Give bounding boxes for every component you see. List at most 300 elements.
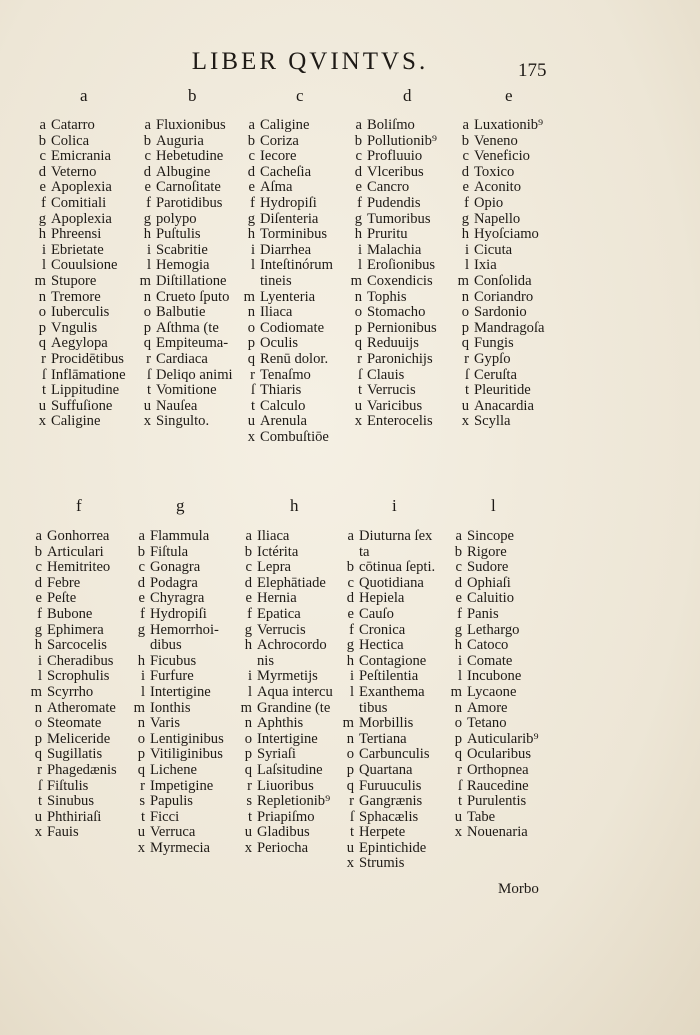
entry-letter: n [143,288,151,305]
entry-letter: o [244,730,252,747]
index-entry [238,591,333,607]
entry-word: Reduuijs [367,335,419,352]
index-entry [348,180,437,196]
entry-word: Oculis [260,335,299,352]
index-column [340,529,435,872]
index-entry [28,669,117,685]
index-entry [348,212,437,228]
entry-letter: t [250,397,255,414]
entry-letter: g [143,210,151,227]
entry-word: Stupore [51,272,97,289]
entry-word: Pleuritide [474,382,531,399]
index-entry [348,352,437,368]
index-entry [241,290,333,306]
entry-word: Auguria [156,132,204,149]
entry-word: Caligine [51,413,101,430]
entry-word: Ficci [150,808,180,825]
entry-letter: s [139,793,145,810]
index-column [32,118,126,430]
index-entry [455,165,545,181]
entry-letter: d [354,163,362,180]
entry-word: Ophiaſi [467,574,511,591]
entry-letter: u [346,839,354,856]
entry-letter: d [143,163,151,180]
index-entry [241,258,333,274]
entry-word: Laſsitudine [257,761,323,778]
entry-word: Scyrrho [47,683,94,700]
index-entry [28,825,117,841]
entry-word: Papulis [150,793,193,810]
entry-letter: i [140,668,145,685]
entry-word: Periocha [257,839,309,856]
index-entry [131,576,224,592]
entry-word: Aſma [260,179,293,196]
entry-letter: g [34,621,42,638]
index-entry [455,227,545,243]
entry-word: Podagra [150,574,198,591]
entry-letter: l [464,257,469,274]
entry-letter: q [38,335,46,352]
entry-letter: c [35,559,42,576]
index-entry [241,305,333,321]
index-entry [348,258,437,274]
entry-letter: f [464,194,469,211]
index-entry [340,638,435,654]
index-entry [131,607,224,623]
entry-word: Pudendis [367,194,421,211]
entry-letter: o [461,304,469,321]
index-entry [340,794,435,810]
entry-letter: x [137,839,145,856]
entry-word: Couulsione [51,257,118,274]
entry-word: Auticularib⁹ [467,730,539,747]
entry-word: Hydropiſi [260,194,317,211]
entry-letter: n [454,699,462,716]
entry-letter: h [454,637,462,654]
index-entry [28,794,117,810]
entry-letter: q [244,761,252,778]
index-entry [131,669,224,685]
entry-letter: e [462,179,469,196]
entry-word: Luxationib⁹ [474,117,544,133]
entry-letter: q [346,777,354,794]
entry-word: Catoco [467,637,509,654]
entry-word: Tophis [367,288,407,305]
entry-letter: e [138,590,145,607]
index-entry [455,414,545,430]
entry-letter: r [37,761,42,778]
index-entry [340,701,435,717]
index-entry [448,607,539,623]
entry-word: Herpete [359,824,406,841]
entry-letter: r [146,350,151,367]
entry-letter: ſ [357,366,362,383]
entry-letter: d [137,574,145,591]
index-entry [131,529,224,545]
entry-word: Purulentis [467,793,527,810]
entry-letter: ſ [464,366,469,383]
entry-letter: b [346,559,354,576]
entry-word: Ceruſta [474,366,517,383]
entry-word: Gladibus [257,824,310,841]
entry-letter: i [146,241,151,258]
entry-letter: h [38,226,46,243]
entry-letter: q [454,746,462,763]
index-column [448,529,539,841]
entry-word: Diſtillatione [156,272,227,289]
index-entry [28,701,117,717]
entry-word: Phreensi [51,226,102,243]
entry-word: Cheradibus [47,652,114,669]
index-entry [131,825,224,841]
index-entry [241,383,333,399]
entry-word: Repletionib⁹ [257,793,331,810]
index-entry [131,685,224,701]
entry-letter: u [137,824,145,841]
entry-word: Syriaſi [257,746,296,763]
entry-word: Albugine [156,163,211,180]
index-entry [28,560,117,576]
entry-letter: q [143,335,151,352]
index-entry [340,763,435,779]
entry-word: Sudore [467,559,509,576]
entry-letter: p [38,319,46,336]
entry-letter: b [143,132,151,149]
index-entry [28,747,117,763]
entry-letter: x [454,824,462,841]
index-entry [340,716,435,732]
index-entry [28,810,117,826]
entry-letter: b [247,132,255,149]
index-entry [241,149,333,165]
entry-letter: h [354,226,362,243]
column-letter: d [403,86,412,105]
index-entry [455,212,545,228]
index-entry [28,529,117,545]
index-entry [340,576,435,592]
index-entry [131,560,224,576]
entry-word: Gangrænis [359,793,423,810]
index-entry [238,794,333,810]
entry-letter: c [355,148,362,165]
entry-letter: q [34,746,42,763]
entry-word: Meliceride [47,730,111,747]
entry-word: Morbillis [359,715,414,732]
entry-word: Scrophulis [47,668,110,685]
column-letter: g [176,496,185,515]
entry-word: Sugillatis [47,746,103,763]
entry-word: Ephimera [47,621,104,638]
index-entry [455,118,545,134]
entry-word: Torminibus [260,226,328,243]
entry-word: Comitiali [51,194,107,211]
index-entry [137,414,233,430]
index-entry [137,305,233,321]
entry-word: Hemitriteo [47,559,111,576]
entry-word: Priapiſmo [257,808,315,825]
entry-letter: t [247,808,252,825]
column-letter: b [188,86,197,105]
index-entry [137,352,233,368]
entry-letter: n [137,715,145,732]
entry-letter: o [454,715,462,732]
entry-letter: b [244,543,252,560]
entry-word: Nauſea [156,397,198,414]
entry-letter: p [143,319,151,336]
index-entry [241,196,333,212]
index-entry [137,180,233,196]
column-letter: a [80,86,88,105]
entry-word: Cicuta [474,241,513,258]
index-entry [28,607,117,623]
entry-letter [340,545,359,561]
entry-letter: f [146,194,151,211]
entry-word: Amore [467,699,508,716]
entry-word: Aphthis [257,715,304,732]
entry-letter: m [457,272,469,289]
index-column [241,118,333,445]
entry-letter: p [137,746,145,763]
entry-letter: m [133,699,145,716]
entry-letter: d [247,163,255,180]
entry-word: Fungis [474,335,514,352]
entry-word: Scylla [474,413,511,430]
entry-word: Gonagra [150,559,201,576]
index-entry [348,414,437,430]
entry-letter: u [34,808,42,825]
index-entry [238,810,333,826]
entry-word: Intertigine [257,730,318,747]
entry-word: Diſenteria [260,210,319,227]
entry-word: Lycaone [467,683,517,700]
entry-letter: l [140,683,145,700]
index-entry [238,701,333,717]
index-entry [238,623,333,639]
entry-word: Rigore [467,543,507,560]
entry-letter: u [143,397,151,414]
index-entry [241,212,333,228]
entry-letter: g [137,621,145,638]
entry-letter: f [37,605,42,622]
entry-word: Coriandro [474,288,534,305]
index-entry [448,701,539,717]
entry-letter: r [250,366,255,383]
index-entry [348,196,437,212]
entry-letter: c [248,148,255,165]
index-entry [241,118,333,134]
entry-word: Enterocelis [367,413,433,430]
index-entry [32,274,126,290]
index-entry [448,732,539,748]
entry-letter: t [457,793,462,810]
entry-letter: i [457,652,462,669]
running-title: LIBER QVINTVS. [191,48,429,75]
entry-word: Nouenaria [467,824,528,841]
index-entry [241,430,333,446]
index-entry [238,747,333,763]
entry-letter: u [247,413,255,430]
entry-letter: x [244,839,252,856]
entry-letter: u [244,824,252,841]
entry-letter: e [347,605,354,622]
entry-letter: m [342,715,354,732]
entry-letter: g [346,637,354,654]
entry-word: Diuturna ſex [359,528,433,544]
index-entry [32,243,126,259]
index-entry [32,414,126,430]
entry-word: Orthopnea [467,761,529,778]
entry-word: Sardonio [474,304,527,321]
entry-letter: s [246,793,252,810]
entry-word: Stomacho [367,304,426,321]
entry-letter: l [250,257,255,274]
entry-word: Hemogia [156,257,210,274]
index-entry [241,368,333,384]
entry-letter: p [354,319,362,336]
entry-letter: l [37,668,42,685]
entry-letter: p [454,730,462,747]
entry-letter: d [454,574,462,591]
entry-word: Lentiginibus [150,730,224,747]
entry-letter: h [247,226,255,243]
index-entry [131,841,224,857]
entry-letter [131,638,150,654]
entry-word: Renū dolor. [260,350,329,367]
index-entry [455,134,545,150]
index-entry [238,763,333,779]
entry-word: Apoplexia [51,210,112,227]
index-entry [340,560,435,576]
entry-word: Cancro [367,179,410,196]
entry-letter: m [34,272,46,289]
index-column [238,529,333,856]
entry-letter: n [38,288,46,305]
index-entry [238,638,333,654]
index-entry [131,654,224,670]
index-entry [348,243,437,259]
entry-letter: t [349,824,354,841]
entry-letter: t [37,793,42,810]
entry-word: Hydropiſi [150,605,207,622]
entry-word: Contagione [359,652,427,669]
entry-word: Balbutie [156,304,206,321]
column-letter: i [392,496,397,515]
index-entry [348,399,437,415]
entry-word: Suffuſione [51,397,113,414]
entry-word: Hyoſciamo [474,226,539,243]
index-entry [137,399,233,415]
index-entry [448,779,539,795]
index-entry [28,779,117,795]
index-entry [238,779,333,795]
entry-letter: f [357,194,362,211]
entry-word: Aconito [474,179,522,196]
entry-word: Mandragoſa [474,319,545,336]
entry-letter: o [354,304,362,321]
index-entry [455,305,545,321]
entry-word: Peſte [47,590,77,607]
entry-word: Exanthema [359,683,425,700]
index-entry [340,545,435,561]
index-entry [340,529,435,545]
entry-letter: a [462,117,469,133]
index-entry [241,352,333,368]
entry-letter: n [346,730,354,747]
index-entry [340,669,435,685]
entry-letter: q [137,761,145,778]
entry-letter: c [138,559,145,576]
entry-letter: n [461,288,469,305]
index-entry [238,685,333,701]
index-entry [348,383,437,399]
entry-word: Fiſtula [150,543,189,560]
entry-letter: f [140,605,145,622]
entry-letter: l [247,683,252,700]
entry-word: Liuoribus [257,777,314,794]
entry-letter: d [346,590,354,607]
entry-word: Tremore [51,288,101,305]
index-entry [241,243,333,259]
entry-letter: u [454,808,462,825]
entry-word: Cacheſia [260,163,312,180]
entry-word: Achrocordo [257,637,327,654]
entry-letter: a [347,528,354,544]
entry-word: Epatica [257,605,301,622]
entry-word: Inteſtinórum [260,257,333,274]
entry-word: Grandine (te [257,699,331,716]
entry-letter: i [37,652,42,669]
entry-word: Verruca [150,824,196,841]
index-entry [238,545,333,561]
entry-word: Vlceribus [367,163,424,180]
index-entry [340,841,435,857]
entry-word: Fiſtulis [47,777,89,794]
entry-letter: u [461,397,469,414]
entry-word: Impetigine [150,777,214,794]
entry-word: Tumoribus [367,210,431,227]
entry-letter: x [461,413,469,430]
index-entry [131,638,224,654]
index-entry [137,149,233,165]
index-entry [131,623,224,639]
entry-letter: c [455,559,462,576]
entry-letter: f [41,194,46,211]
entry-word: Sarcocelis [47,637,107,654]
entry-word: Profluuio [367,148,423,165]
entry-word: Furfure [150,668,194,685]
index-entry [32,368,126,384]
index-entry [340,607,435,623]
index-entry [448,623,539,639]
entry-letter: l [41,257,46,274]
index-entry [32,165,126,181]
entry-letter: f [457,605,462,622]
index-entry [32,227,126,243]
entry-word: Iuberculis [51,304,110,321]
entry-letter: h [461,226,469,243]
catchword: Morbo [498,881,539,897]
index-entry [448,763,539,779]
entry-letter: r [357,350,362,367]
index-entry [238,825,333,841]
index-entry [340,779,435,795]
index-entry [137,134,233,150]
entry-letter: a [245,528,252,544]
entry-word: Strumis [359,855,405,872]
entry-word: Inflāmatione [51,366,126,383]
entry-letter: u [354,397,362,414]
entry-word: Eroſionibus [367,257,436,274]
